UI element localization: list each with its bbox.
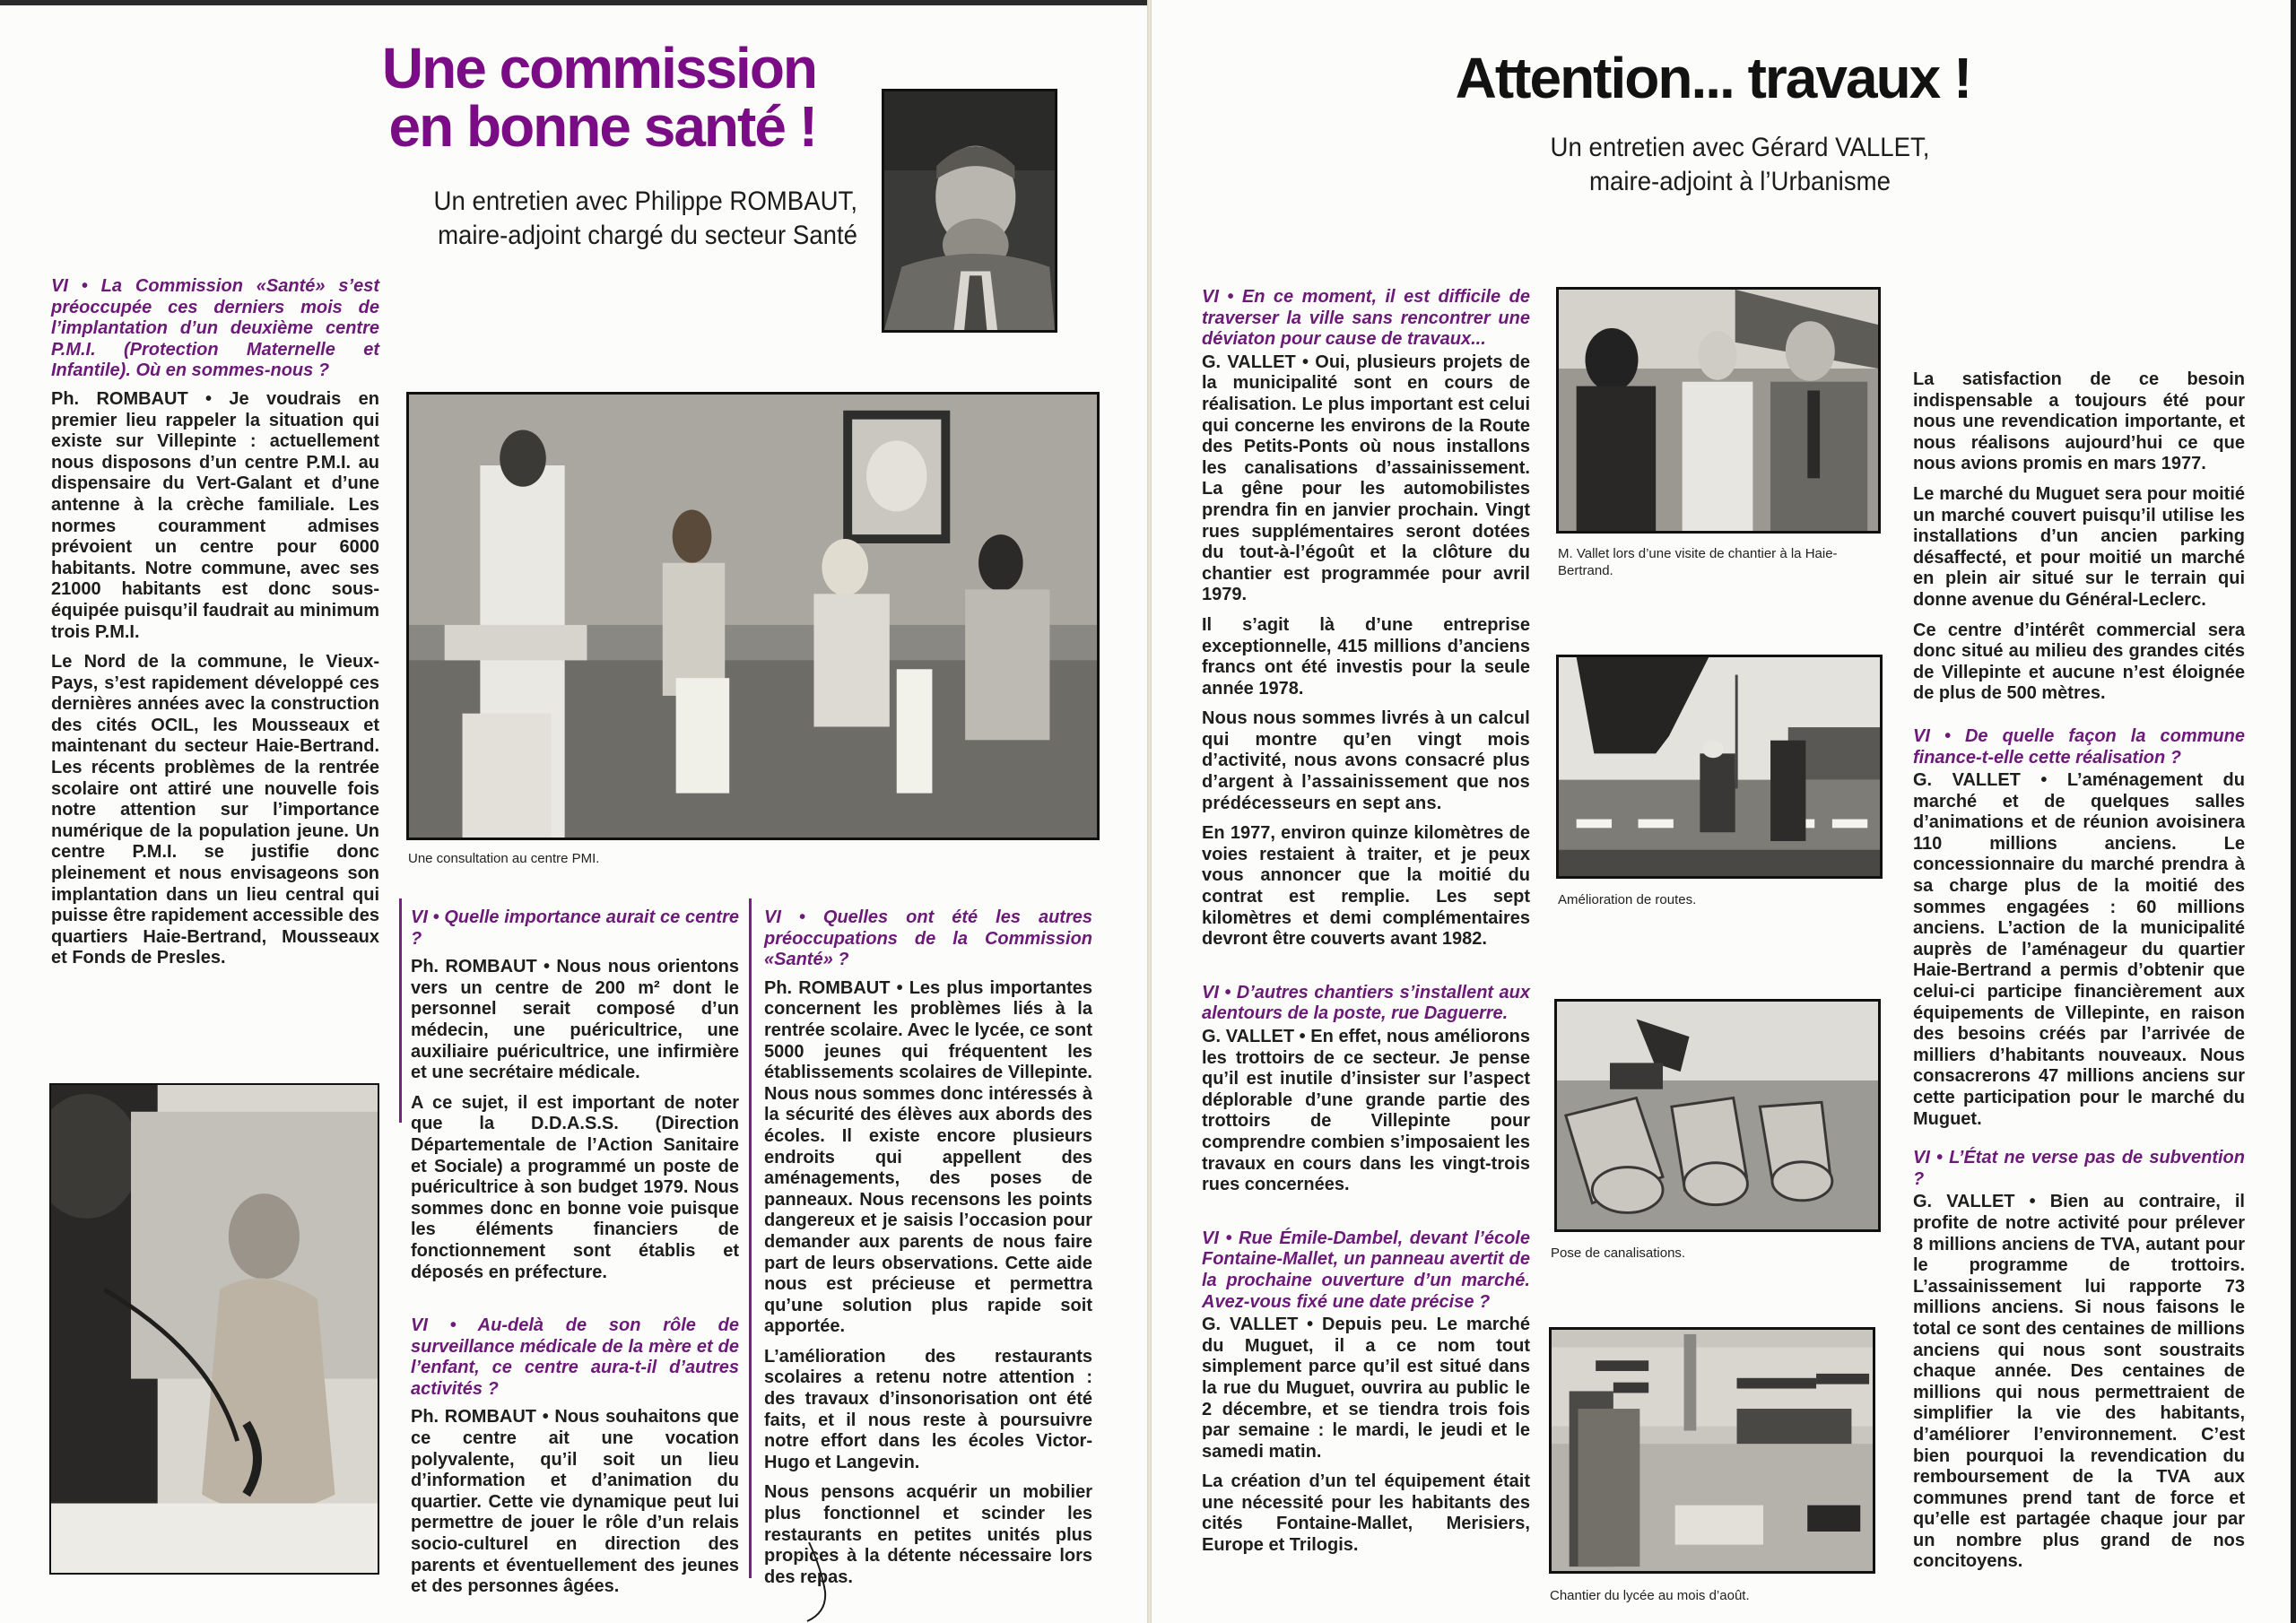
question: VI • La Commission «Santé» s’est préoccupée ces derniers mois de l’implantation d’un deuxième centre P.M.I. (Protection Maternelle et Infantile). Où en sommes-nous ? [51, 276, 379, 381]
question: VI • D’autres chantiers s’installent aux alentours de la poste, rue Daguerre. [1202, 982, 1530, 1024]
emphasis-paragraph: Nous nous sommes livrés à un calcul qui montre qu’en vingt mois d’activité, nous avons consacré plus d’argent à l’assainissement que nos prédécesseurs en sept ans. [1202, 708, 1530, 813]
answer: A ce sujet, il est important de noter que la D.D.A.S.S. (Direction Départementale de l’Action Sanitaire et Sociale) a programmé un poste de puéricultrice à son budget 1979. Nous sommes donc en bonne voie puisque les éléments financiers de fonctionnement sont établis et déposés en préfecture. [411, 1092, 739, 1282]
question: VI • De quelle façon la commune finance-t-elle cette réalisation ? [1913, 725, 2245, 768]
answer: Le Nord de la commune, le Vieux-Pays, s’est rapidement développé ces dernières années avec la construction des cités OCIL, les Mousseaux et maintenant du secteur Haie-Bertrand. Les récents problèmes de la rentrée scolaire ont attiré une nouvelle fois notre attention sur l’importance numérique de la population jeune. Un centre P.M.I. se justifie donc pleinement et nous envisageons son implantation dans un lieu central qui puisse être rapidement accessible des quartiers Haie-Bertrand, Mousseaux et Fonds de Presles. [51, 652, 379, 968]
left-subtitle-line2: maire-adjoint chargé du secteur Santé [438, 220, 857, 250]
consultation-caption: Une consultation au centre PMI. [408, 851, 600, 866]
right-subtitle-line1: Un entretien avec Gérard VALLET, [1550, 133, 1930, 162]
lycee-site-photo [1549, 1327, 1875, 1574]
answer: G. VALLET • L’aménagement du marché et de quelques salles d’animations et de réunion avoisinera 110 millions anciens. Le concessionnaire du marché prendra à sa charge plus de la moitié des sommes engagées : 60 millions anciens. L’action de la municipalité auprès de l’aménageur du quartier Haie-Bertrand a permis d’obtenir que celui-ci participe financièrement aux équipements de Villepinte, en raison des besoins créés par l’arrivée de milliers d’habitants nouveaux. Nous consacrerons 47 millions anciens sur cette participation pour le marché du Muguet. [1913, 770, 2245, 1129]
vallet-visit-photo [1556, 287, 1881, 534]
right-article-title: Attention... travaux ! [1455, 46, 1971, 110]
pipe-laying-caption: Pose de canalisations. [1551, 1245, 1686, 1261]
spacer [1202, 1205, 1530, 1228]
road-improvement-photo [1556, 655, 1883, 879]
answer: La création d’un tel équipement était une nécessité pour les habitants des cités Fontaine-Mallet, Merisiers, Europe et Trilogis. [1202, 1471, 1530, 1556]
right-article-subtitle [1492, 131, 1987, 198]
answer: En 1977, environ quinze kilomètres de voies restaient à traiter, et je peux vous annoncer que la moitié du contrat est remplie. Les sept kilomètres et demi complémentaires devront être couverts avant 1982. [1202, 823, 1530, 950]
left-column-3 [764, 907, 1092, 1597]
answer: Ce centre d’intérêt commercial sera donc situé au milieu des grandes cités de Villepinte et aucune n’est éloignée de plus de 500 mètres. [1913, 620, 2245, 704]
question: VI • L’État ne verse pas de subvention ? [1913, 1148, 2245, 1189]
question: VI • Rue Émile-Dambel, devant l’école Fontaine-Mallet, un panneau avertit de la prochaine ouverture d’un marché. Avez-vous fixé une date précise ? [1202, 1228, 1530, 1312]
right-subtitle-line2: maire-adjoint à l’Urbanisme [1589, 166, 1891, 196]
spacer [1913, 714, 2245, 726]
left-article-title [341, 36, 816, 160]
answer: Ph. ROMBAUT • Nous nous orientons vers un centre de 200 m² dont le personnel serait composé d’un médecin, une puéricultrice, une auxiliaire puéricultrice, une infirmière et une secrétaire médicale. [411, 957, 739, 1083]
pipe-laying-photo [1554, 999, 1881, 1232]
question: VI • Quelle importance aurait ce centre ? [411, 907, 739, 949]
page-gutter [1147, 0, 1152, 1623]
answer: G. VALLET • Oui, plusieurs projets de la municipalité sont en cours de réalisation. Le plus important est celui qui concerne les environs de la Route des Petits-Ponts où nous installons les canalisations d’assainissement. La gêne pour les automobilistes prendra fin en janvier prochain. Vingt rues supplémentaires seront dotées du tout-à-l’égoût et la clôture du chantier est programmée pour avril 1979. [1202, 352, 1530, 605]
left-subtitle-line1: Un entretien avec Philippe ROMBAUT, [433, 187, 857, 216]
pen-scribble-icon [789, 1542, 843, 1623]
answer: Ph. ROMBAUT • Je voudrais en premier lieu rappeler la situation qui existe sur Villepinte : actuellement nous disposons d’un centre P.M.I. au dispensaire du Vert-Galant et d’une antenne à la crèche familiale. Les normes couramment admises prévoient un centre pour 6000 habitants. Notre commune, avec ses 21000 habitants est donc sous-équipée puisqu’il faudrait au minimum trois P.M.I. [51, 388, 379, 642]
pipe-laying-image-icon [1557, 1002, 1878, 1229]
answer: Il s’agit là d’une entreprise exceptionnelle, 415 millions d’anciens francs ont été investis pour la seule année 1978. [1202, 614, 1530, 699]
left-title-line1: Une commission [381, 36, 816, 100]
answer: Le marché du Muguet sera pour moitié un marché couvert puisqu’il utilise les installations d’un ancien parking désaffecté, et pour moitié un marché en plein air situé sur le terrain qui donne avenue du Général-Leclerc. [1913, 483, 2245, 610]
answer: G. VALLET • Bien au contraire, il profite de notre activité pour prélever 8 millions anciens de TVA, autant pour le programme de trottoirs. L’assainissement lui rapporte 73 millions anciens. Si nous faisons le total ce sont des centaines de millions anciens qui nous sont soustraits chaque année. Des centaines de millions qui nous permettraient de simplifier la vie des habitants, d’améliorer l’environnement. C’est bien pourquoi la revendication du remboursement de la TVA aux communes prend tant de force et qu’elle est partagée chaque jour par un nombre plus grand de nos concitoyens. [1913, 1192, 2245, 1572]
left-article-subtitle [378, 185, 857, 252]
road-improvement-caption: Amélioration de routes. [1558, 892, 1697, 907]
consultation-photo [406, 392, 1100, 840]
lycee-site-caption: Chantier du lycée au mois d’août. [1550, 1588, 1750, 1603]
question: VI • Au-delà de son rôle de surveillance médicale de la mère et de l’enfant, ce centre aura-t-il d’autres activités ? [411, 1315, 739, 1399]
right-column-1 [1202, 287, 1530, 1566]
answer: Ph. ROMBAUT • Les plus importantes concernent les problèmes liés à la rentrée scolaire. Avec le lycée, ce sont 5000 jeunes qui fréquentent les établissements scolaires de Villepinte. Nous nous sommes donc intéressés à la sécurité des élèves aux abords des écoles. Il existe encore plusieurs endroits qui appellent des aménagements, des poses de panneaux. Nous recensons les points dangereux et je saisis l’occasion pour demander aux parents de nous faire part de leurs observations. Cette aide nous est précieuse et permettra qu’une solution plus rapide soit apportée. [764, 977, 1092, 1337]
left-title-line2: en bonne santé ! [388, 94, 816, 160]
answer: Ph. ROMBAUT • Nous souhaitons que ce centre ait une vocation polyvalente, qu’il soit un lieu d’information et d’animation du quartier. Cette vie dynamique peut lui permettre de jouer le rôle d’un relais socio-culturel en direction des parents et éventuellement des jeunes et des personnes âgées. [411, 1407, 739, 1597]
vallet-visit-caption: M. Vallet lors d’une visite de chantier à la Haie-Bertrand. [1558, 546, 1838, 578]
baby-exam-photo [49, 1083, 379, 1575]
left-column-2 [411, 907, 739, 1607]
baby-exam-image-icon [51, 1085, 378, 1573]
left-column-1 [51, 276, 379, 978]
portrait-photo-rombaut [882, 89, 1057, 333]
answer: La satisfaction de ce besoin indispensable a toujours été pour nous une revendication importante, et nous réalisons aujourd’hui ce que nous avions promis en mars 1977. [1913, 369, 2245, 474]
answer: G. VALLET • En effet, nous améliorons les trottoirs de ce secteur. Je pense qu’il est inutile d’insister sur l’aspect déplorable d’une grande partie des trottoirs de Villepinte pour comprendre combien s’imposaient les travaux en cours dans les vingt-trois rues concernées. [1202, 1027, 1530, 1195]
question: VI • Quelles ont été les autres préoccupations de la Commission «Santé» ? [764, 907, 1092, 970]
consultation-image-icon [409, 395, 1097, 838]
answer: G. VALLET • Depuis peu. Le marché du Muguet, il a ce nom tout simplement parce qu’il est situé dans la rue du Muguet, ouvrira au public le 2 décembre, et se tiendra trois fois par semaine : le mardi, le jeudi et le samedi matin. [1202, 1315, 1530, 1462]
lycee-site-image-icon [1552, 1330, 1873, 1571]
right-column-2 [1913, 369, 2245, 1582]
spacer [1202, 959, 1530, 983]
column-rule [749, 898, 752, 1578]
road-improvement-image-icon [1559, 657, 1880, 876]
portrait-image-icon [884, 91, 1055, 330]
question: VI • En ce moment, il est difficile de traverser la ville sans rencontrer une déviaton pour cause de travaux... [1202, 287, 1530, 350]
column-rule [399, 898, 402, 1123]
answer: Nous pensons acquérir un mobilier plus fonctionnel et scinder les restaurants en petites unités plus propices à la détente nécessaire lors des repas. [764, 1482, 1092, 1587]
spacer [411, 1292, 739, 1315]
answer: L’amélioration des restaurants scolaires a retenu notre attention : des travaux d’insonorisation ont été faits, et il nous reste à poursuivre notre effort dans les écoles Victor-Hugo et Langevin. [764, 1346, 1092, 1472]
spacer [1913, 1139, 2245, 1148]
vallet-visit-image-icon [1559, 290, 1878, 531]
